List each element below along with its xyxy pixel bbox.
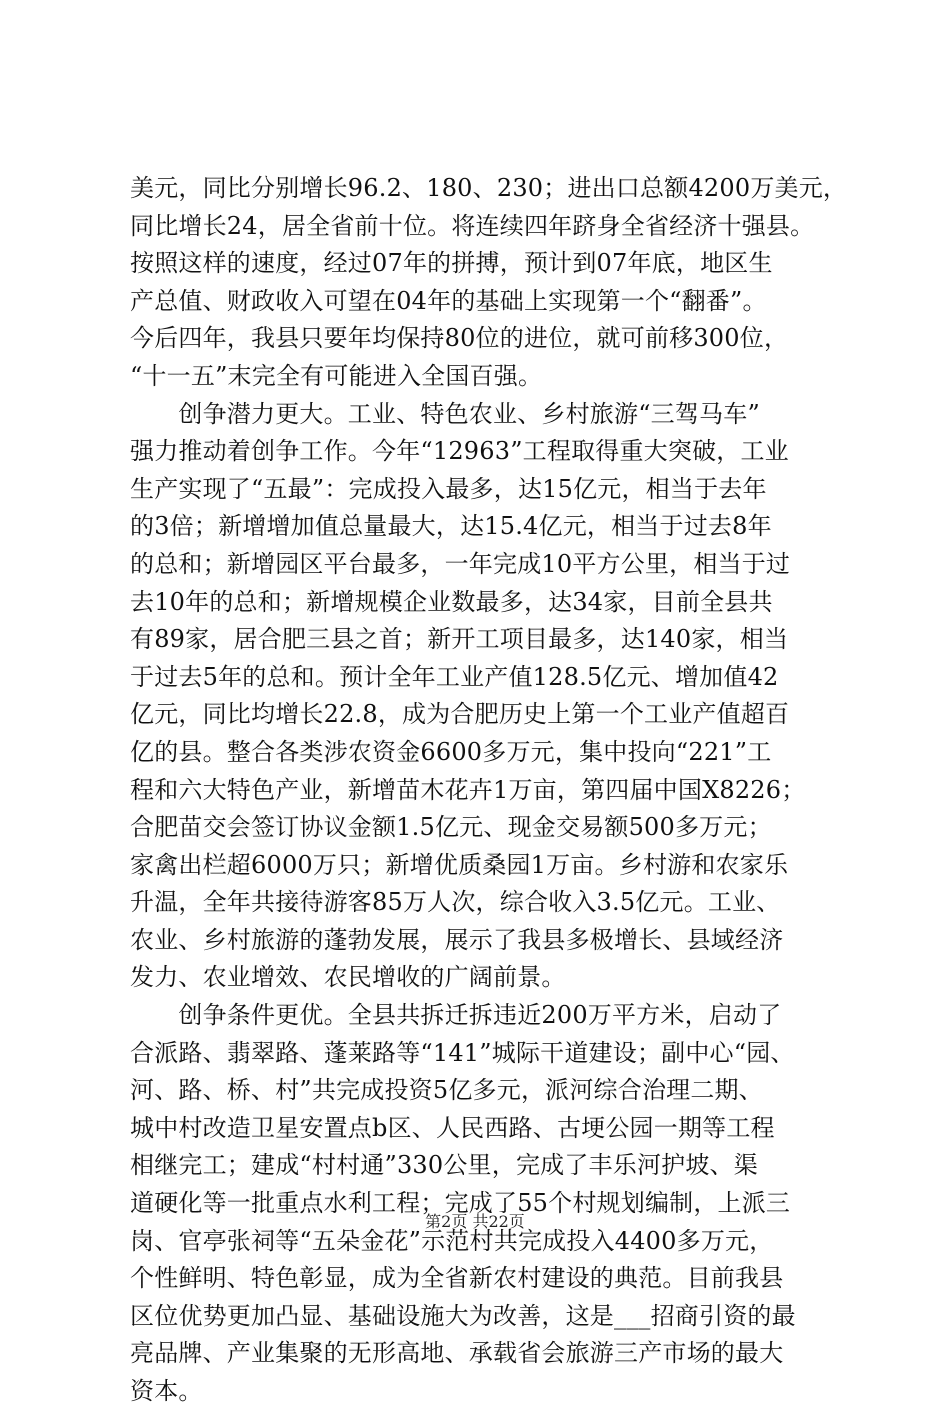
text-line: 的3倍；新增增加值总量最大，达15.4亿元，相当于过去8年	[130, 512, 772, 541]
text-line: 生产实现了“五最”：完成投入最多，达15亿元，相当于去年	[130, 474, 767, 503]
text-line: 今后四年，我县只要年均保持80位的进位，就可前移300位，	[130, 324, 789, 353]
text-line: 的总和；新增园区平台最多，一年完成10平方公里，相当于过	[130, 549, 791, 578]
text-line: 区位优势更加凸显、基础设施大为改善，这是___招商引资的最	[130, 1301, 796, 1330]
text-line: 美元，同比分别增长96.2、180、230；进出口总额4200万美元，	[130, 174, 848, 202]
text-line: 升温，全年共接待游客85万人次，综合收入3.5亿元。工业、	[130, 888, 781, 917]
text-line: 个性鲜明、特色彰显，成为全省新农村建设的典范。目前我县	[130, 1264, 784, 1293]
page-number-footer: 第2页 共22页	[425, 1212, 525, 1231]
text-line: 发力、农业增效、农民增收的广阔前景。	[130, 963, 566, 992]
text-line: 有89家，居合肥三县之首；新开工项目最多，达140家，相当	[130, 625, 789, 654]
text-line: 河、路、桥、村”共完成投资5亿多元，派河综合治理二期、	[130, 1076, 763, 1105]
text-line: 同比增长24，居全省前十位。将连续四年跻身全省经济十强县。	[130, 211, 815, 240]
text-line: 程和六大特色产业，新增苗木花卉1万亩，第四届中国X8226；	[130, 775, 806, 804]
text-line: 道硬化等一批重点水利工程；完成了55个村规划编制，上派三	[130, 1189, 791, 1218]
text-line: 创争条件更优。全县共拆迁拆违近200万平方米，启动了	[130, 1001, 782, 1030]
text-line: 亿元，同比均增长22.8，成为合肥历史上第一个工业产值超百	[130, 700, 790, 729]
text-line: 亿的县。整合各类涉农资金6600多万元，集中投向“221”工	[130, 737, 772, 766]
text-line: 去10年的总和；新增规模企业数最多，达34家，目前全县共	[130, 587, 773, 616]
text-line: 岗、官亭张祠等“五朵金花”示范村共完成投入4400多万元，	[130, 1226, 774, 1255]
text-line: “十一五”末完全有可能进入全国百强。	[130, 361, 543, 390]
text-line: 产总值、财政收入可望在04年的基础上实现第一个“翻番”。	[130, 286, 767, 315]
text-line: 相继完工；建成“村村通”330公里，完成了丰乐河护坡、渠	[130, 1151, 758, 1180]
text-line: 亮品牌、产业集聚的无形高地、承载省会旅游三产市场的最大	[130, 1339, 784, 1368]
text-line: 家禽出栏超6000万只；新增优质桑园1万亩。乡村游和农家乐	[130, 850, 789, 879]
text-line: 强力推动着创争工作。今年“12963”工程取得重大突破，工业	[130, 437, 789, 466]
text-line: 合派路、翡翠路、蓬莱路等“141”城际干道建设；副中心“园、	[130, 1038, 795, 1067]
text-line: 农业、乡村旅游的蓬勃发展，展示了我县多极增长、县域经济	[130, 925, 784, 954]
text-line: 按照这样的速度，经过07年的拼搏，预计到07年底，地区生	[130, 249, 773, 278]
text-line: 合肥苗交会签订协议金额1.5亿元、现金交易额500多万元；	[130, 813, 772, 842]
text-line: 资本。	[130, 1377, 203, 1405]
text-line: 创争潜力更大。工业、特色农业、乡村旅游“三驾马车”	[130, 399, 760, 428]
text-line: 城中村改造卫星安置点b区、人民西路、古埂公园一期等工程	[130, 1113, 775, 1142]
text-line: 于过去5年的总和。预计全年工业产值128.5亿元、增加值42	[130, 662, 779, 691]
